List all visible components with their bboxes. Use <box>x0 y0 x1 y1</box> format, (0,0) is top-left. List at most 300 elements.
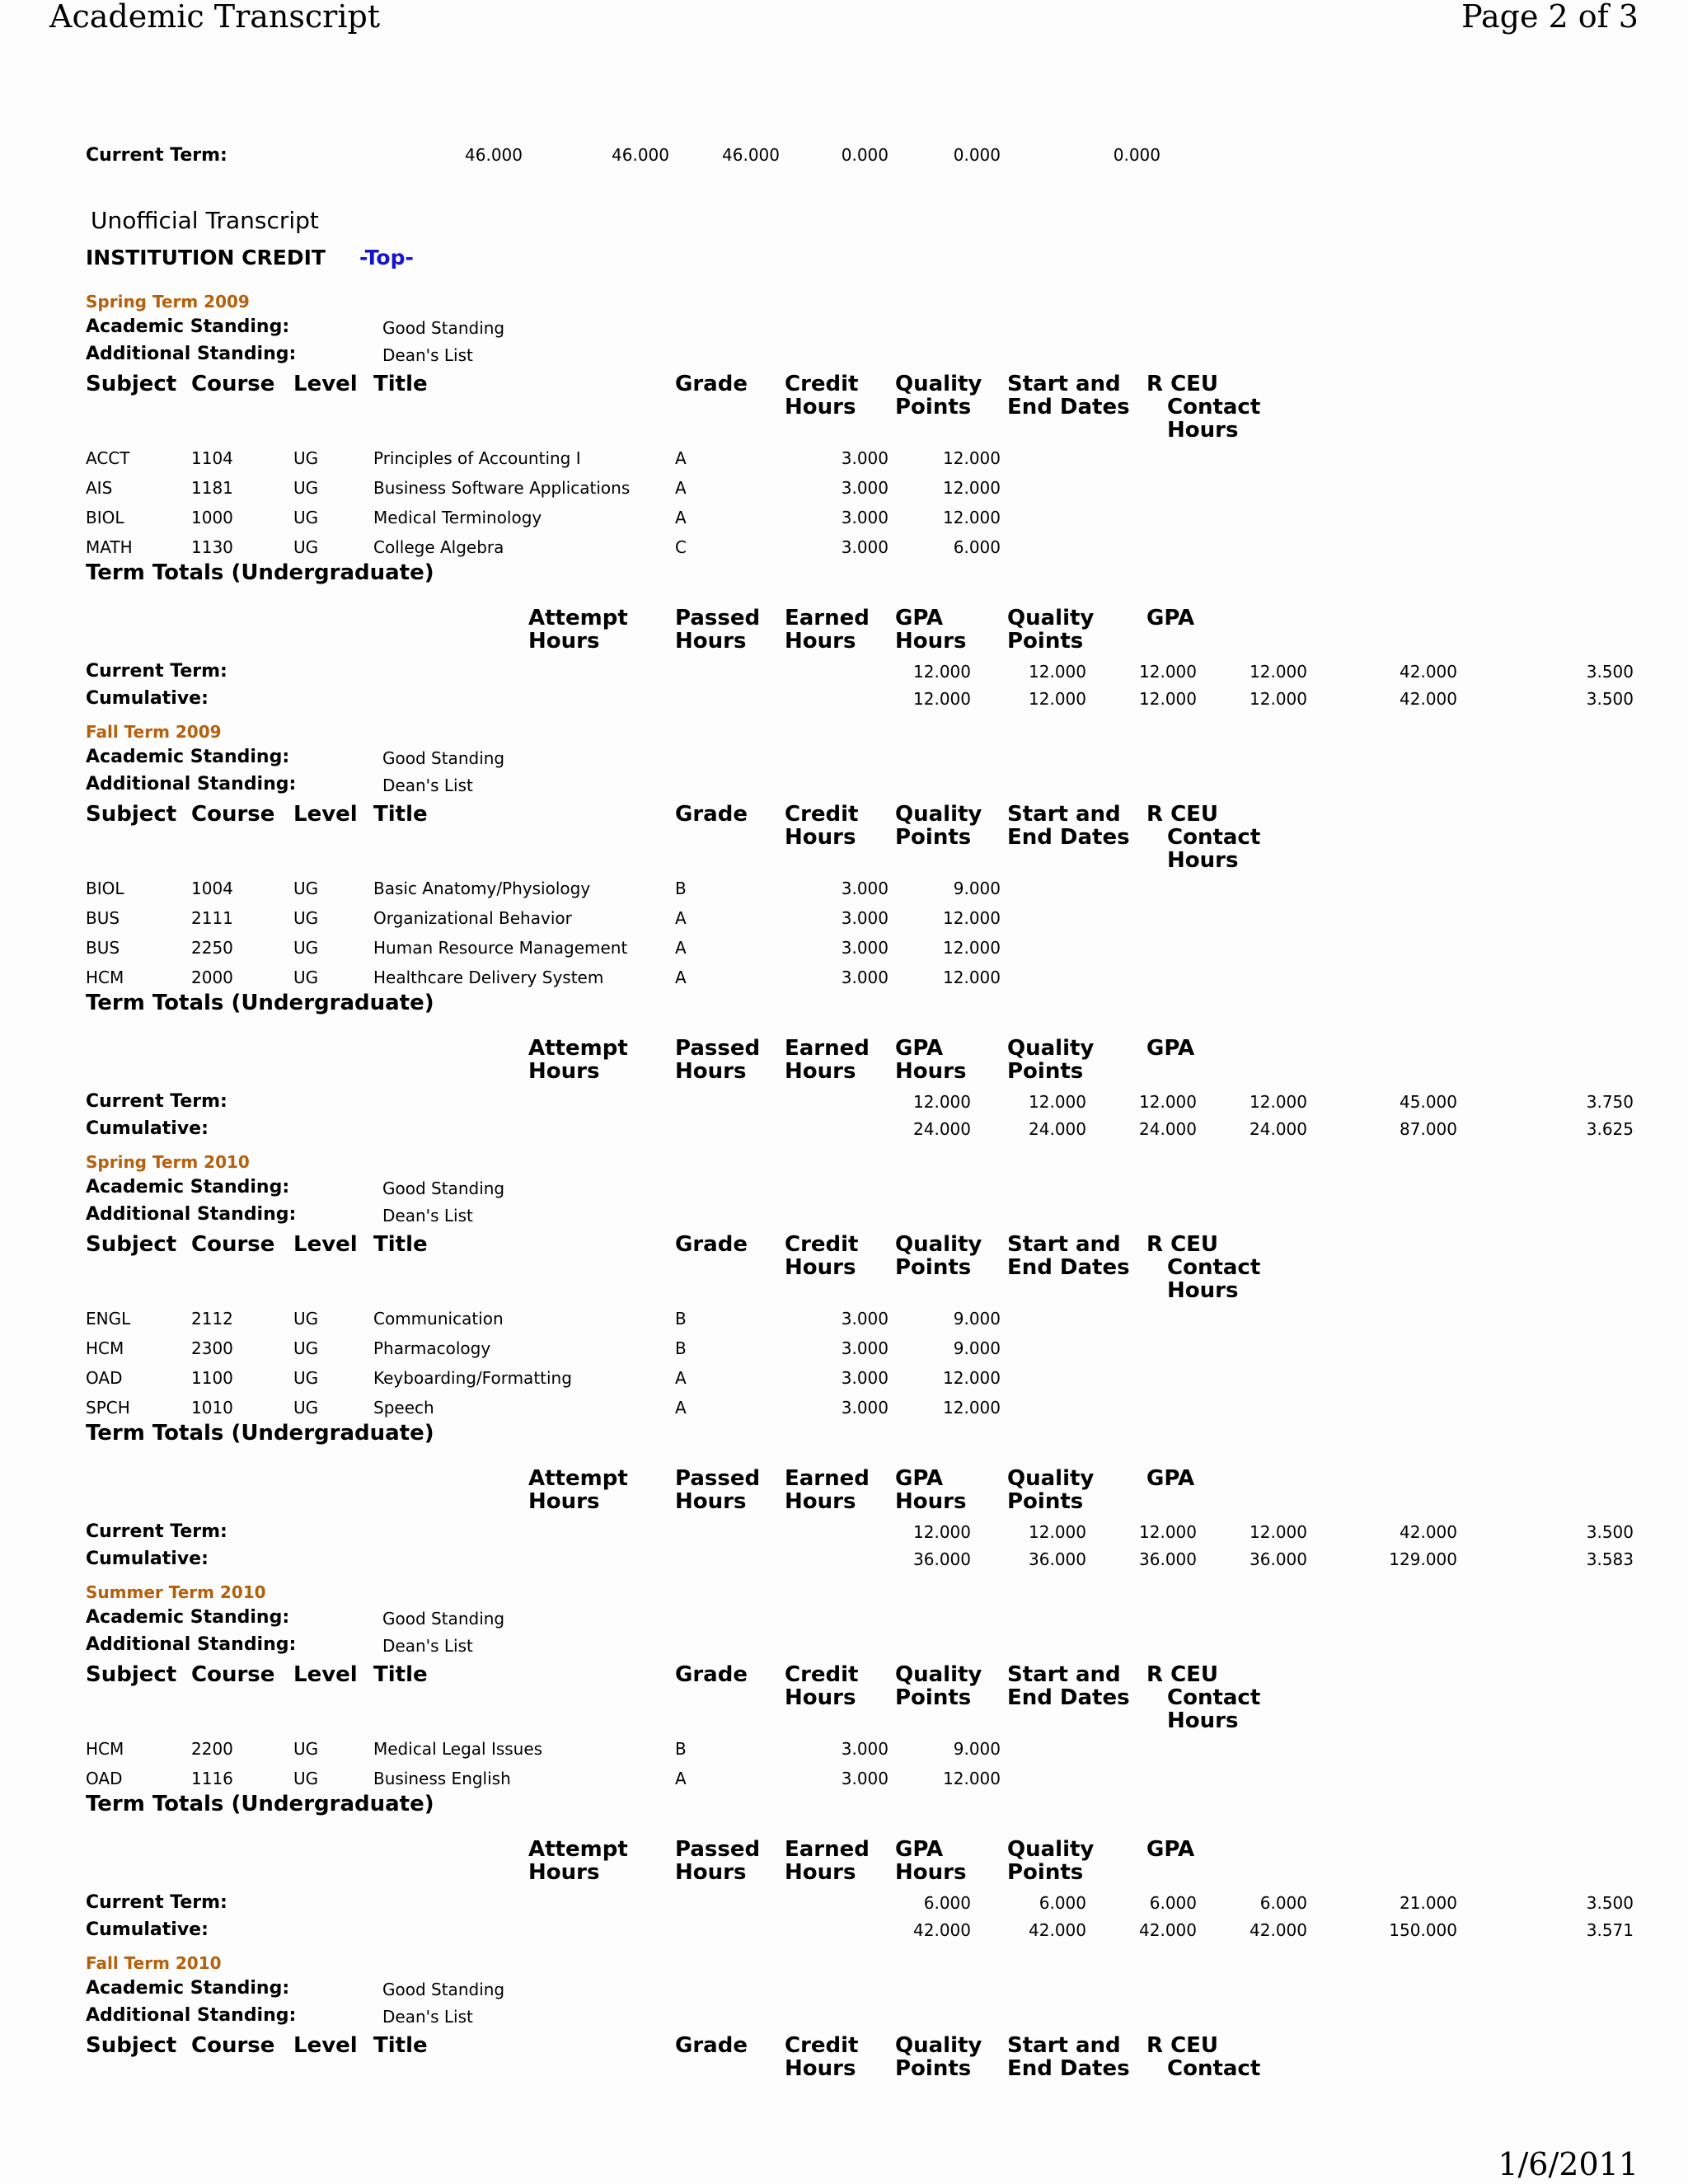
course-level: UG <box>293 1368 319 1388</box>
col-header-ceu: Contact <box>1167 825 1261 850</box>
totals-header-earned: Hours <box>785 1489 856 1514</box>
cumulative-label: Cumulative: <box>86 1118 209 1139</box>
course-quality-points: 12.000 <box>943 1368 1001 1388</box>
document-title: Academic Transcript <box>49 0 381 35</box>
course-grade: A <box>675 448 687 468</box>
cumulative-value: 3.583 <box>1586 1549 1634 1569</box>
term-totals-heading: Term Totals (Undergraduate) <box>86 1421 434 1446</box>
additional-standing-value: Dean's List <box>382 1206 473 1226</box>
col-header-ceu: Hours <box>1167 1278 1239 1303</box>
course-subject: ENGL <box>86 1309 131 1329</box>
col-header-ceu: R CEU <box>1146 2033 1219 2058</box>
current-term-value: 3.500 <box>1586 1522 1634 1542</box>
col-header-dates: End Dates <box>1007 825 1130 850</box>
prev-value: 0.000 <box>1113 145 1160 165</box>
col-header-title: Title <box>373 1662 428 1687</box>
additional-standing-label: Additional Standing: <box>86 774 297 794</box>
col-header-subject: Subject <box>86 1662 177 1687</box>
col-header-level: Level <box>293 1662 358 1687</box>
col-header-level: Level <box>293 802 358 827</box>
course-quality-points: 12.000 <box>943 508 1001 527</box>
course-level: UG <box>293 1739 319 1759</box>
totals-header-passed: Hours <box>675 1860 747 1885</box>
current-term-value: 12.000 <box>1029 1092 1086 1112</box>
col-header-ceu: R CEU <box>1146 1662 1219 1687</box>
totals-header-gpa-hours: GPA <box>895 1837 944 1862</box>
current-term-value: 42.000 <box>1400 662 1457 682</box>
totals-header-gpa-hours: GPA <box>895 1036 944 1061</box>
course-subject: ACCT <box>86 448 130 468</box>
totals-header-quality-points: Points <box>1007 1860 1084 1885</box>
current-term-value: 42.000 <box>1400 1522 1457 1542</box>
cumulative-label: Cumulative: <box>86 1919 209 1940</box>
col-header-credit-hours: Hours <box>785 395 856 419</box>
course-credit-hours: 3.000 <box>841 908 889 928</box>
cumulative-value: 12.000 <box>1029 689 1086 709</box>
current-term-label: Current Term: <box>86 1892 227 1913</box>
course-number: 2300 <box>191 1338 233 1358</box>
totals-header-gpa-hours: Hours <box>895 1860 967 1885</box>
col-header-title: Title <box>373 1232 428 1257</box>
course-title: College Algebra <box>373 537 504 557</box>
current-term-value: 3.750 <box>1586 1092 1634 1112</box>
totals-header-attempt: Hours <box>528 629 600 654</box>
current-term-value: 12.000 <box>1029 662 1086 682</box>
totals-header-quality-points: Quality <box>1007 606 1095 630</box>
col-header-ceu: R CEU <box>1146 802 1219 827</box>
cumulative-value: 42.000 <box>913 1920 971 1940</box>
course-credit-hours: 3.000 <box>841 1769 889 1788</box>
course-credit-hours: 3.000 <box>841 1338 889 1358</box>
totals-header-attempt: Attempt <box>528 1837 628 1862</box>
col-header-course: Course <box>191 2033 275 2058</box>
cumulative-value: 3.625 <box>1586 1119 1634 1139</box>
institution-credit-heading: INSTITUTION CREDIT <box>86 246 326 269</box>
course-subject: OAD <box>86 1769 123 1788</box>
col-header-subject: Subject <box>86 2033 177 2058</box>
prev-value: 46.000 <box>612 145 669 165</box>
totals-header-passed: Hours <box>675 1489 747 1514</box>
course-number: 2000 <box>191 968 233 987</box>
course-level: UG <box>293 478 319 498</box>
totals-header-attempt: Attempt <box>528 606 628 630</box>
totals-header-passed: Passed <box>675 1036 761 1061</box>
cumulative-value: 12.000 <box>913 689 971 709</box>
course-number: 2200 <box>191 1739 233 1759</box>
course-credit-hours: 3.000 <box>841 448 889 468</box>
course-quality-points: 9.000 <box>953 879 1001 898</box>
course-number: 2111 <box>191 908 233 928</box>
col-header-ceu: R CEU <box>1146 1232 1219 1257</box>
course-credit-hours: 3.000 <box>841 938 889 958</box>
current-term-value: 12.000 <box>1250 1522 1307 1542</box>
current-term-value: 12.000 <box>1029 1522 1086 1542</box>
col-header-dates: Start and <box>1007 802 1121 827</box>
course-number: 1010 <box>191 1398 233 1418</box>
current-term-value: 45.000 <box>1400 1092 1457 1112</box>
course-credit-hours: 3.000 <box>841 537 889 557</box>
col-header-quality-points: Quality <box>895 372 982 396</box>
course-number: 1181 <box>191 478 233 498</box>
current-term-value: 12.000 <box>1250 662 1307 682</box>
col-header-dates: Start and <box>1007 372 1121 396</box>
cumulative-value: 24.000 <box>1139 1119 1197 1139</box>
prev-value: 0.000 <box>953 145 1001 165</box>
cumulative-label: Cumulative: <box>86 1549 209 1569</box>
totals-header-earned: Earned <box>785 1837 870 1862</box>
totals-header-quality-points: Quality <box>1007 1036 1095 1061</box>
col-header-ceu: Contact <box>1167 1255 1261 1280</box>
totals-header-earned: Hours <box>785 1059 856 1084</box>
col-header-credit-hours: Credit <box>785 372 859 396</box>
term-totals-heading: Term Totals (Undergraduate) <box>86 560 434 585</box>
academic-standing-value: Good Standing <box>382 318 505 338</box>
course-level: UG <box>293 879 319 898</box>
course-subject: MATH <box>86 537 133 557</box>
course-subject: SPCH <box>86 1398 130 1418</box>
totals-header-gpa-hours: GPA <box>895 606 944 630</box>
cumulative-value: 42.000 <box>1139 1920 1197 1940</box>
course-title: Medical Terminology <box>373 508 542 527</box>
col-header-course: Course <box>191 802 275 827</box>
course-title: Human Resource Management <box>373 938 628 958</box>
course-credit-hours: 3.000 <box>841 508 889 527</box>
course-level: UG <box>293 448 319 468</box>
col-header-quality-points: Points <box>895 1685 972 1710</box>
totals-header-passed: Hours <box>675 629 747 654</box>
course-level: UG <box>293 537 319 557</box>
course-level: UG <box>293 1338 319 1358</box>
course-subject: AIS <box>86 478 113 498</box>
col-header-dates: Start and <box>1007 2033 1121 2058</box>
term-name: Summer Term 2010 <box>86 1582 266 1602</box>
cumulative-value: 12.000 <box>1250 689 1307 709</box>
col-header-quality-points: Quality <box>895 1662 982 1687</box>
term-totals-heading: Term Totals (Undergraduate) <box>86 991 434 1015</box>
totals-header-quality-points: Points <box>1007 629 1084 654</box>
course-level: UG <box>293 908 319 928</box>
totals-header-passed: Passed <box>675 1837 761 1862</box>
col-header-quality-points: Points <box>895 395 972 419</box>
current-term-value: 12.000 <box>913 662 971 682</box>
col-header-ceu: Hours <box>1167 1708 1239 1733</box>
academic-standing-label: Academic Standing: <box>86 316 290 337</box>
totals-header-attempt: Attempt <box>528 1036 628 1061</box>
course-title: Business Software Applications <box>373 478 631 498</box>
current-term-value: 12.000 <box>913 1522 971 1542</box>
totals-header-gpa: GPA <box>1146 1036 1195 1061</box>
cumulative-value: 36.000 <box>1029 1549 1086 1569</box>
col-header-quality-points: Points <box>895 2056 972 2081</box>
course-level: UG <box>293 508 319 527</box>
col-header-ceu: Contact <box>1167 2056 1261 2081</box>
academic-standing-label: Academic Standing: <box>86 1978 290 1999</box>
academic-standing-label: Academic Standing: <box>86 1177 290 1197</box>
col-header-dates: Start and <box>1007 1662 1121 1687</box>
totals-header-quality-points: Points <box>1007 1059 1084 1084</box>
course-number: 1116 <box>191 1769 233 1788</box>
current-term-value: 6.000 <box>1149 1893 1197 1913</box>
course-subject: BIOL <box>86 508 124 527</box>
cumulative-value: 36.000 <box>913 1549 971 1569</box>
course-level: UG <box>293 1309 319 1329</box>
print-date: 1/6/2011 <box>1498 2146 1639 2182</box>
course-title: Business English <box>373 1769 511 1788</box>
course-subject: HCM <box>86 968 124 987</box>
prev-value: 46.000 <box>465 145 523 165</box>
col-header-quality-points: Quality <box>895 1232 982 1257</box>
totals-header-attempt: Hours <box>528 1059 600 1084</box>
current-term-value: 6.000 <box>923 1893 971 1913</box>
col-header-quality-points: Points <box>895 825 972 850</box>
current-term-label: Current Term: <box>86 145 227 166</box>
col-header-quality-points: Quality <box>895 802 982 827</box>
totals-header-attempt: Hours <box>528 1860 600 1885</box>
col-header-dates: End Dates <box>1007 1255 1130 1280</box>
course-title: Basic Anatomy/Physiology <box>373 879 591 898</box>
totals-header-quality-points: Quality <box>1007 1837 1095 1862</box>
current-term-label: Current Term: <box>86 661 227 682</box>
cumulative-value: 42.000 <box>1250 1920 1307 1940</box>
current-term-value: 21.000 <box>1400 1893 1457 1913</box>
course-title: Keyboarding/Formatting <box>373 1368 572 1388</box>
course-title: Communication <box>373 1309 504 1329</box>
totals-header-earned: Hours <box>785 629 856 654</box>
course-credit-hours: 3.000 <box>841 1739 889 1759</box>
current-term-value: 3.500 <box>1586 1893 1634 1913</box>
current-term-value: 12.000 <box>1139 662 1197 682</box>
cumulative-value: 24.000 <box>1250 1119 1307 1139</box>
cumulative-value: 150.000 <box>1389 1920 1457 1940</box>
term-name: Spring Term 2010 <box>86 1152 250 1172</box>
course-credit-hours: 3.000 <box>841 879 889 898</box>
prev-value: 0.000 <box>841 145 889 165</box>
academic-standing-value: Good Standing <box>382 1609 505 1629</box>
course-level: UG <box>293 1769 319 1788</box>
col-header-ceu: Contact <box>1167 1685 1261 1710</box>
academic-standing-label: Academic Standing: <box>86 1607 290 1628</box>
course-grade: A <box>675 1368 687 1388</box>
course-credit-hours: 3.000 <box>841 478 889 498</box>
additional-standing-label: Additional Standing: <box>86 344 297 364</box>
col-header-credit-hours: Hours <box>785 825 856 850</box>
current-term-value: 12.000 <box>913 1092 971 1112</box>
course-grade: A <box>675 508 687 527</box>
course-grade: A <box>675 1769 687 1788</box>
col-header-level: Level <box>293 372 358 396</box>
course-grade: B <box>675 1309 687 1329</box>
course-number: 2250 <box>191 938 233 958</box>
course-grade: C <box>675 537 687 557</box>
col-header-credit-hours: Credit <box>785 2033 859 2058</box>
col-header-ceu: Hours <box>1167 848 1239 873</box>
additional-standing-label: Additional Standing: <box>86 1634 297 1655</box>
cumulative-value: 42.000 <box>1400 689 1457 709</box>
course-grade: B <box>675 1739 687 1759</box>
course-grade: B <box>675 1338 687 1358</box>
col-header-dates: Start and <box>1007 1232 1121 1257</box>
totals-header-earned: Earned <box>785 606 870 630</box>
course-level: UG <box>293 1398 319 1418</box>
cumulative-value: 3.571 <box>1586 1920 1634 1940</box>
totals-header-quality-points: Quality <box>1007 1466 1095 1491</box>
current-term-value: 3.500 <box>1586 662 1634 682</box>
col-header-grade: Grade <box>675 2033 748 2058</box>
col-header-dates: End Dates <box>1007 1685 1130 1710</box>
current-term-value: 12.000 <box>1250 1092 1307 1112</box>
top-link[interactable]: -Top- <box>359 246 414 269</box>
additional-standing-value: Dean's List <box>382 2007 473 2027</box>
academic-standing-label: Academic Standing: <box>86 747 290 767</box>
col-header-credit-hours: Credit <box>785 1662 859 1687</box>
additional-standing-label: Additional Standing: <box>86 2005 297 2026</box>
col-header-dates: End Dates <box>1007 2056 1130 2081</box>
course-subject: BUS <box>86 908 120 928</box>
course-title: Principles of Accounting I <box>373 448 581 468</box>
col-header-credit-hours: Hours <box>785 1255 856 1280</box>
col-header-credit-hours: Credit <box>785 1232 859 1257</box>
cumulative-value: 42.000 <box>1029 1920 1086 1940</box>
course-grade: A <box>675 908 687 928</box>
course-number: 1104 <box>191 448 233 468</box>
course-grade: B <box>675 879 687 898</box>
term-name: Fall Term 2009 <box>86 722 222 742</box>
col-header-subject: Subject <box>86 802 177 827</box>
col-header-course: Course <box>191 1662 275 1687</box>
current-term-label: Current Term: <box>86 1091 227 1112</box>
cumulative-value: 12.000 <box>1139 689 1197 709</box>
term-name: Fall Term 2010 <box>86 1953 222 1973</box>
course-credit-hours: 3.000 <box>841 1398 889 1418</box>
academic-standing-value: Good Standing <box>382 1179 505 1198</box>
course-level: UG <box>293 938 319 958</box>
course-subject: BUS <box>86 938 120 958</box>
totals-header-attempt: Hours <box>528 1489 600 1514</box>
course-number: 2112 <box>191 1309 233 1329</box>
course-quality-points: 9.000 <box>953 1739 1001 1759</box>
course-number: 1100 <box>191 1368 233 1388</box>
totals-header-gpa-hours: Hours <box>895 1059 967 1084</box>
totals-header-gpa: GPA <box>1146 606 1195 630</box>
additional-standing-label: Additional Standing: <box>86 1204 297 1225</box>
course-credit-hours: 3.000 <box>841 1309 889 1329</box>
col-header-quality-points: Points <box>895 1255 972 1280</box>
col-header-level: Level <box>293 2033 358 2058</box>
col-header-level: Level <box>293 1232 358 1257</box>
cumulative-value: 24.000 <box>913 1119 971 1139</box>
col-header-quality-points: Quality <box>895 2033 982 2058</box>
course-quality-points: 12.000 <box>943 478 1001 498</box>
cumulative-value: 24.000 <box>1029 1119 1086 1139</box>
course-quality-points: 12.000 <box>943 1769 1001 1788</box>
col-header-title: Title <box>373 372 428 396</box>
course-subject: HCM <box>86 1338 124 1358</box>
current-term-value: 6.000 <box>1039 1893 1086 1913</box>
course-number: 1004 <box>191 879 233 898</box>
course-quality-points: 12.000 <box>943 968 1001 987</box>
col-header-ceu: Contact <box>1167 395 1261 419</box>
cumulative-value: 36.000 <box>1139 1549 1197 1569</box>
current-term-label: Current Term: <box>86 1521 227 1542</box>
totals-header-quality-points: Points <box>1007 1489 1084 1514</box>
course-subject: BIOL <box>86 879 124 898</box>
course-level: UG <box>293 968 319 987</box>
totals-header-passed: Passed <box>675 1466 761 1491</box>
totals-header-earned: Earned <box>785 1036 870 1061</box>
current-term-value: 12.000 <box>1139 1092 1197 1112</box>
cumulative-value: 36.000 <box>1250 1549 1307 1569</box>
col-header-ceu: R CEU <box>1146 372 1219 396</box>
col-header-grade: Grade <box>675 1662 748 1687</box>
additional-standing-value: Dean's List <box>382 1636 473 1656</box>
col-header-title: Title <box>373 2033 428 2058</box>
cumulative-value: 3.500 <box>1586 689 1634 709</box>
course-quality-points: 12.000 <box>943 448 1001 468</box>
course-title: Speech <box>373 1398 434 1418</box>
course-quality-points: 9.000 <box>953 1338 1001 1358</box>
col-header-course: Course <box>191 372 275 396</box>
course-grade: A <box>675 938 687 958</box>
col-header-course: Course <box>191 1232 275 1257</box>
current-term-value: 12.000 <box>1139 1522 1197 1542</box>
totals-header-earned: Hours <box>785 1860 856 1885</box>
cumulative-value: 87.000 <box>1400 1119 1457 1139</box>
col-header-grade: Grade <box>675 1232 748 1257</box>
page-number: Page 2 of 3 <box>1461 0 1639 35</box>
totals-header-gpa-hours: Hours <box>895 629 967 654</box>
totals-header-gpa: GPA <box>1146 1837 1195 1862</box>
totals-header-gpa: GPA <box>1146 1466 1195 1491</box>
totals-header-gpa-hours: GPA <box>895 1466 944 1491</box>
cumulative-label: Cumulative: <box>86 688 209 709</box>
current-term-value: 6.000 <box>1259 1893 1307 1913</box>
course-grade: A <box>675 968 687 987</box>
course-quality-points: 9.000 <box>953 1309 1001 1329</box>
course-title: Healthcare Delivery System <box>373 968 604 987</box>
course-subject: HCM <box>86 1739 124 1759</box>
course-credit-hours: 3.000 <box>841 968 889 987</box>
course-title: Pharmacology <box>373 1338 491 1358</box>
col-header-credit-hours: Credit <box>785 802 859 827</box>
col-header-dates: End Dates <box>1007 395 1130 419</box>
totals-header-earned: Earned <box>785 1466 870 1491</box>
term-totals-heading: Term Totals (Undergraduate) <box>86 1792 434 1816</box>
col-header-subject: Subject <box>86 1232 177 1257</box>
course-title: Medical Legal Issues <box>373 1739 543 1759</box>
col-header-grade: Grade <box>675 372 748 396</box>
course-quality-points: 6.000 <box>953 537 1001 557</box>
col-header-credit-hours: Hours <box>785 1685 856 1710</box>
course-quality-points: 12.000 <box>943 938 1001 958</box>
course-grade: A <box>675 1398 687 1418</box>
totals-header-gpa-hours: Hours <box>895 1489 967 1514</box>
course-subject: OAD <box>86 1368 123 1388</box>
col-header-subject: Subject <box>86 372 177 396</box>
course-credit-hours: 3.000 <box>841 1368 889 1388</box>
totals-header-passed: Passed <box>675 606 761 630</box>
course-number: 1130 <box>191 537 233 557</box>
totals-header-attempt: Attempt <box>528 1466 628 1491</box>
cumulative-value: 129.000 <box>1389 1549 1457 1569</box>
unofficial-transcript-heading: Unofficial Transcript <box>91 207 319 234</box>
course-number: 1000 <box>191 508 233 527</box>
academic-standing-value: Good Standing <box>382 1980 505 1999</box>
course-grade: A <box>675 478 687 498</box>
col-header-credit-hours: Hours <box>785 2056 856 2081</box>
course-quality-points: 12.000 <box>943 1398 1001 1418</box>
prev-value: 46.000 <box>722 145 780 165</box>
course-title: Organizational Behavior <box>373 908 572 928</box>
